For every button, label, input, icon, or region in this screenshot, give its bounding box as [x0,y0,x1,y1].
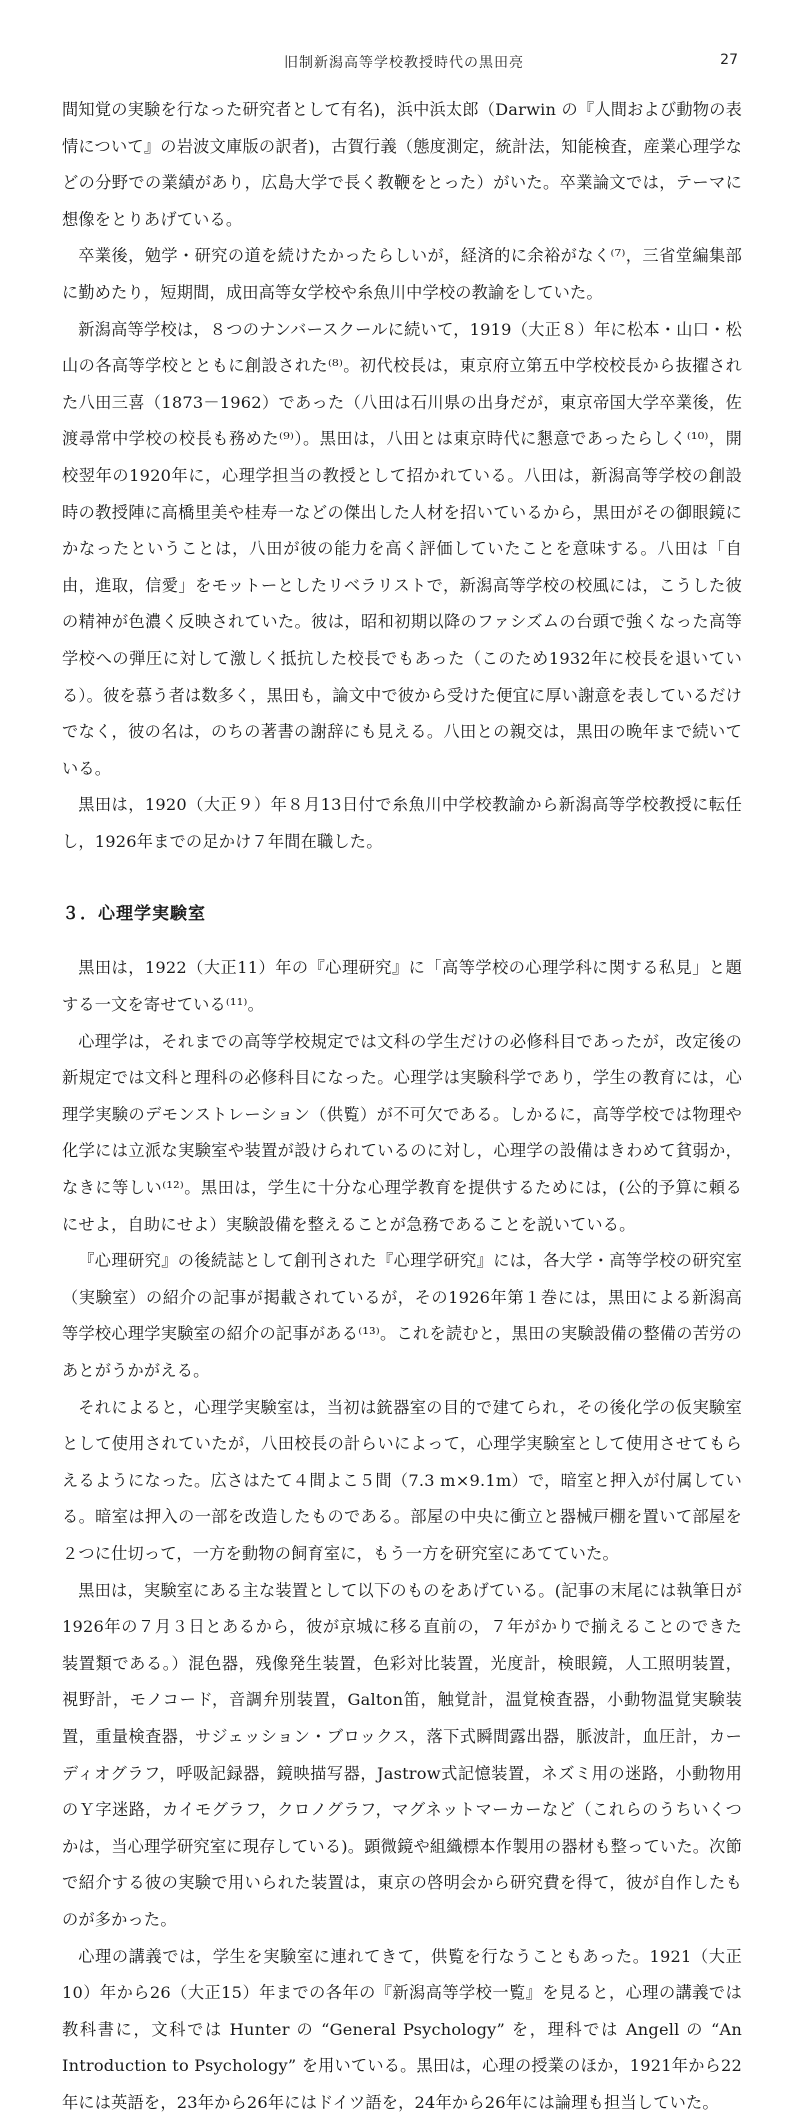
paragraph: 黒田は，1922（大正11）年の『心理研究』に「高等学校の心理学科に関する私見」と題する一文を寄せている⁽¹¹⁾。 [62,950,742,1023]
paragraph: 黒田は，実験室にある主な装置として以下のものをあげている。(記事の末尾には執筆日が1926年の７月３日とあるから，彼が京城に移る直前の，７年がかりで揃えることのできた装置類である。）混色器，残像発生装置，色彩対比装置，光度計，検眼鏡，人工照明装置，視野計，モノコード，音調弁別装置，Galton笛，触覚計，温覚検査器，小動物温覚実験装置，重量検査器，サジェッション・ブロックス，落下式瞬間露出器，脈波計，血圧計，カーディオグラフ，呼吸記録器，鏡映描写器，Jastrow式記憶装置，ネズミ用の迷路，小動物用のＹ字迷路，カイモグラフ，クロノグラフ，マグネットマーカーなど（これらのうちいくつかは，当心理学研究室に現存している)。顕微鏡や組織標本作製用の器材も整っていた。次節で紹介する彼の実験で用いられた装置は，東京の啓明会から研究費を得て，彼が自作したものが多かった。 [62,1573,742,1939]
section-heading: ３．心理学実験室 [62,896,742,932]
paragraph: 卒業後，勉学・研究の道を続けたかったらしいが，経済的に余裕がなく⁽⁷⁾，三省堂編集部に勤めたり，短期間，成田高等女学校や糸魚川中学校の教諭をしていた。 [62,238,742,311]
paragraph-group-after [62,950,742,2121]
page-number: 27 [720,52,738,68]
paragraph: 間知覚の実験を行なった研究者として有名)，浜中浜太郎（Darwin の『人間および動物の表情について』の岩波文庫版の訳者)，古賀行義（態度測定，統計法，知能検査，産業心理学などの分野での業績があり，広島大学で長く教鞭をとった）がいた。卒業論文では，テーマに想像をとりあげている。 [62,92,742,238]
running-title: 旧制新潟高等学校教授時代の黒田亮 [70,52,738,72]
paragraph: 心理の講義では，学生を実験室に連れてきて，供覧を行なうこともあった。1921（大正10）年から26（大正15）年までの各年の『新潟高等学校一覧』を見ると，心理の講義では教科書に，文科では Hunter の “General Psychology” を，理科では Angell の “An Introduction to Psychology” を用いている。黒田は，心理の授業のほか，1921年から22年には英語を，23年から26年にはドイツ語を，24年から26年には論理も担当していた。 [62,1939,742,2121]
paragraph: 心理学は，それまでの高等学校規定では文科の学生だけの必修科目であったが，改定後の新規定では文科と理科の必修科目になった。心理学は実験科学であり，学生の教育には，心理学実験のデモンストレーション（供覧）が不可欠である。しかるに，高等学校では物理や化学には立派な実験室や装置が設けられているのに対し，心理学の設備はきわめて貧弱か，なきに等しい⁽¹²⁾。黒田は，学生に十分な心理学教育を提供するためには，(公的予算に頼るにせよ，自助にせよ）実験設備を整えることが急務であることを説いている。 [62,1024,742,1244]
paragraph: 黒田は，1920（大正９）年８月13日付で糸魚川中学校教諭から新潟高等学校教授に転任し，1926年までの足かけ７年間在職した。 [62,787,742,860]
body-text [62,92,742,2121]
paragraph: 新潟高等学校は，８つのナンバースクールに続いて，1919（大正８）年に松本・山口・松山の各高等学校とともに創設された⁽⁸⁾。初代校長は，東京府立第五中学校校長から抜擢された八田三喜（1873－1962）であった（八田は石川県の出身だが，東京帝国大学卒業後，佐渡尋常中学校の校長も務めた⁽⁹⁾）。黒田は，八田とは東京時代に懇意であったらしく⁽¹⁰⁾，開校翌年の1920年に，心理学担当の教授として招かれている。八田は，新潟高等学校の創設時の教授陣に高橋里美や桂寿一などの傑出した人材を招いているから，黒田がその御眼鏡にかなったということは，八田が彼の能力を高く評価していたことを意味する。八田は「自由，進取，信愛」をモットーとしたリベラリストで，新潟高等学校の校風には，こうした彼の精神が色濃く反映されていた。彼は，昭和初期以降のファシズムの台頭で強くなった高等学校への弾圧に対して激しく抵抗した校長でもあった（このため1932年に校長を退いている）。彼を慕う者は数多く，黒田も，論文中で彼から受けた便宜に厚い謝意を表しているだけでなく，彼の名は，のちの著書の謝辞にも見える。八田との親交は，黒田の晩年まで続いている。 [62,312,742,788]
running-header [70,52,738,80]
paragraph: それによると，心理学実験室は，当初は銃器室の目的で建てられ，その後化学の仮実験室として使用されていたが，八田校長の計らいによって，心理学実験室として使用させてもらえるようになった。広さはたて４間よこ５間（7.3 m×9.1m）で，暗室と押入が付属している。暗室は押入の一部を改造したものである。部屋の中央に衝立と器械戸棚を置いて部屋を２つに仕切って，一方を動物の飼育室に，もう一方を研究室にあてていた。 [62,1390,742,1573]
paragraph-group-before [62,92,742,860]
paragraph: 『心理研究』の後続誌として創刊された『心理学研究』には，各大学・高等学校の研究室（実験室）の紹介の記事が掲載されているが，その1926年第１巻には，黒田による新潟高等学校心理学実験室の紹介の記事がある⁽¹³⁾。これを読むと，黒田の実験設備の整備の苦労のあとがうかがえる。 [62,1243,742,1389]
